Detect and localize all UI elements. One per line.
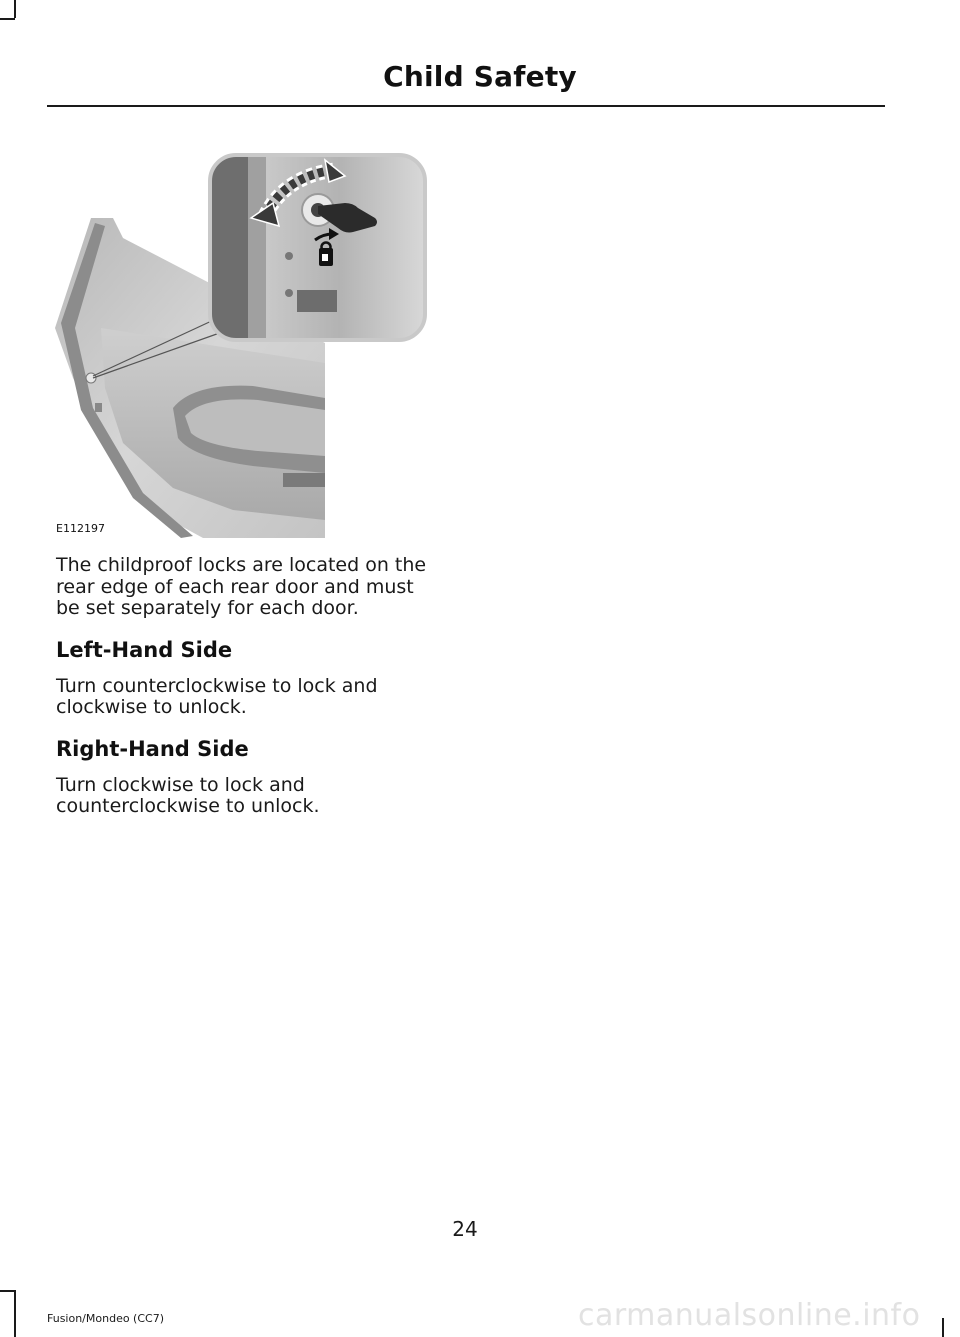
left-hand-side-body: Turn counterclockwise to lock and clockwise to unlock. bbox=[56, 674, 378, 718]
page-title: Child Safety bbox=[383, 60, 577, 93]
intro-paragraph: The childproof locks are located on the rear edge of each rear door and must be set separately for each door. bbox=[56, 554, 427, 619]
right-hand-side-body: Turn clockwise to lock and counterclockwise to unlock. bbox=[56, 773, 320, 817]
left-hand-side-heading: Left-Hand Side bbox=[56, 637, 233, 662]
page-number: 24 bbox=[452, 1217, 478, 1241]
childproof-lock-illustration bbox=[53, 148, 433, 538]
crop-mark-bottom-left-v bbox=[14, 1290, 16, 1337]
crop-mark-top-left-v bbox=[14, 0, 16, 18]
crop-mark-bottom-right-v bbox=[942, 1318, 944, 1337]
crop-mark-bottom-left-h bbox=[0, 1290, 15, 1292]
footer-model: Fusion/Mondeo (CC7) bbox=[47, 1312, 165, 1325]
header-divider bbox=[47, 105, 885, 107]
right-hand-side-heading: Right-Hand Side bbox=[56, 736, 249, 761]
site-watermark: carmanualsonline.info bbox=[578, 1298, 921, 1333]
figure-id: E112197 bbox=[56, 522, 105, 535]
crop-mark-top-left-h bbox=[0, 18, 15, 20]
main-content bbox=[56, 555, 440, 818]
